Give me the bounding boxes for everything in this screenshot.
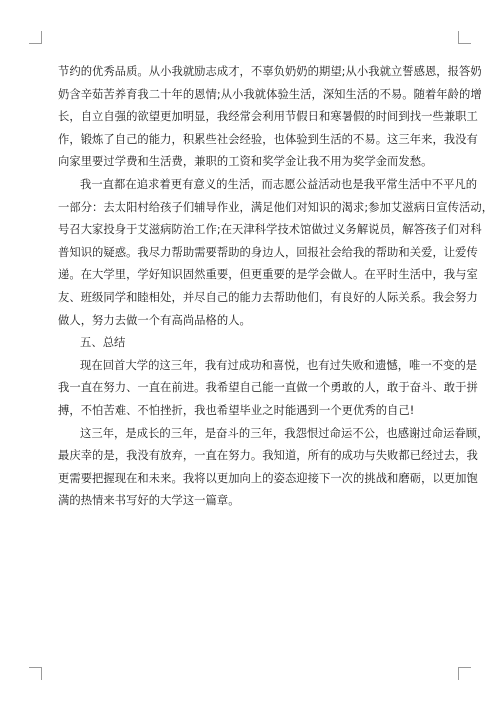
text-line: 满的热情来书写好的大学这一篇章。: [58, 494, 240, 508]
text-line: 这三年，是成长的三年，是奋斗的三年，我怨恨过命运不公，也感谢过命运眷顾，: [80, 426, 489, 440]
text-line: 长，自立自强的欲望更加明显，我经常会利用节假日和寒暑假的时间到找一些兼职工: [58, 110, 478, 124]
crop-mark-top-right: [458, 31, 471, 44]
text-line: 递。在大学里，学好知识固然重要，但更重要的是学会做人。在平时生活中，我与室: [58, 268, 478, 282]
text-line: 友、班级同学和睦相处，并尽自己的能力去帮助他们，有良好的人际关系。我会努力: [58, 290, 478, 304]
text-line: 奶含辛茹苦养育我二十年的恩情;从小我就体验生活，深知生活的不易。随着年龄的增: [58, 87, 482, 101]
text-line: 一部分：去太阳村给孩子们辅导作业，满足他们对知识的渴求;参加艾滋病日宣传活动，: [58, 200, 494, 214]
text-line: 更需要把握现在和未来。我将以更加向上的姿态迎接下一次的挑战和磨砺，以更加饱: [58, 471, 478, 485]
text-line: 最庆幸的是，我没有放弃，一直在努力。我知道，所有的成功与失败都已经过去，我: [58, 449, 478, 463]
document-body: [58, 64, 494, 516]
text-line: 搏，不怕苦难、不怕挫折，我也希望毕业之时能遇到一个更优秀的自己!: [58, 403, 415, 417]
text-line: 节约的优秀品质。从小我就励志成才，不辜负奶奶的期望;从小我就立誓感恩，报答奶: [58, 65, 482, 78]
text-line: 现在回首大学的这三年，我有过成功和喜悦，也有过失败和遗憾，唯一不变的是: [80, 358, 478, 372]
text-line: 做人，努力去做一个有高尚品格的人。: [58, 313, 251, 327]
text-line: 我一直都在追求着更有意义的生活，而志愿公益活动也是我平常生活中不平凡的: [80, 177, 478, 191]
text-line: 号召大家投身于艾滋病防治工作;在天津科学技术馆做过义务解说员，解答孩子们对科: [58, 223, 482, 237]
text-line: 向家里要过学费和生活费，兼职的工资和奖学金让我不用为奖学金而发愁。: [58, 155, 433, 169]
text-line: 五、总结: [80, 336, 126, 350]
crop-mark-bottom-right: [458, 667, 471, 680]
crop-mark-top-left: [29, 31, 42, 44]
text-line: 作，锻炼了自己的能力，积累些社会经验，也体验到生活的不易。这三年来，我没有: [58, 132, 478, 146]
text-line: 普知识的疑惑。我尽力帮助需要帮助的身边人，回报社会给我的帮助和关爱，让爱传: [58, 245, 478, 259]
text-line: 我一直在努力、一直在前进。我希望自己能一直做一个勇敢的人，敢于奋斗、敢于拼: [58, 381, 478, 395]
crop-mark-bottom-left: [29, 667, 42, 680]
